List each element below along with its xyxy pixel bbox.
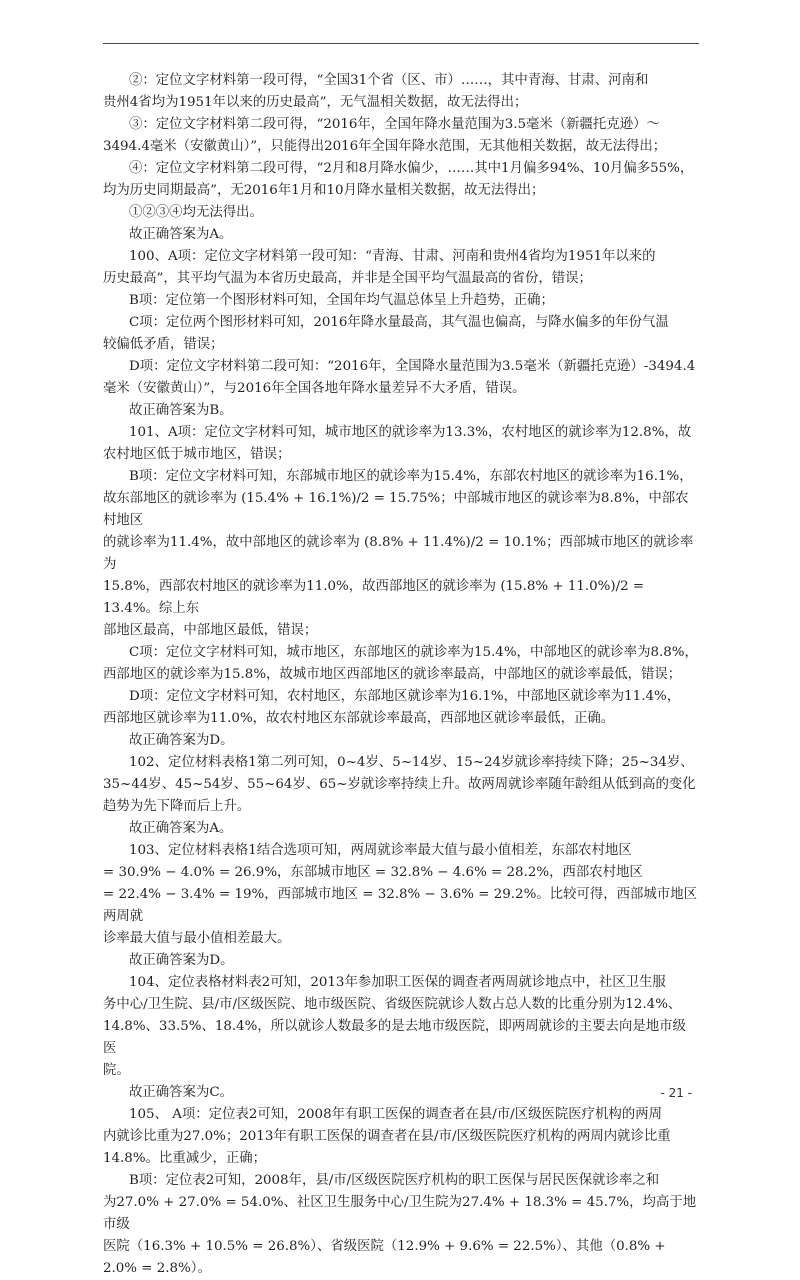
text-line: ③：定位文字材料第二段可得，“2016年，全国年降水量范围为3.5毫米（新疆托克逊）～ [129, 117, 660, 132]
text-line: 14.8%。比重减少，正确； [103, 1151, 267, 1166]
text-line: 的就诊率为11.4%，故中部地区的就诊率为 (8.8% + 11.4%)/2 = 10.1%；西部城市地区的就诊率为 [103, 535, 694, 572]
text-line: 100、A项：定位文字材料第一段可知：“青海、甘肃、河南和贵州4省均为1951年以来的 [129, 249, 656, 264]
text-line: 故正确答案为D。 [129, 733, 234, 748]
document-body [103, 70, 699, 1280]
text-line: 西部地区就诊率为11.0%，故农村地区东部就诊率最高，西部地区就诊率最低，正确。 [103, 711, 615, 726]
text-line: 部地区最高，中部地区最低，错误； [103, 623, 318, 638]
text-line: 趋势为先下降而后上升。 [103, 799, 251, 814]
text-line: 故正确答案为C。 [129, 1085, 233, 1100]
text-line: 15.8%，西部农村地区的就诊率为11.0%，故西部地区的就诊率为 (15.8% + 11.0%)/2 = 13.4%。综上东 [103, 579, 645, 616]
text-line: 14.8%、33.5%、18.4%，所以就诊人数最多的是去地市级医院，即两周就诊的主要去向是地市级医 [103, 1019, 686, 1056]
text-line: 农村地区低于城市地区，错误； [103, 447, 291, 462]
text-line: 毫米（安徽黄山）”，与2016年全国各地年降水量差异不大矛盾，错误。 [103, 381, 526, 396]
text-line: B项：定位表2可知，2008年，县/市/区级医院医疗机构的职工医保与居民医保就诊率之和 [129, 1173, 660, 1188]
text-line: 102、定位材料表格1第二列可知，0~4岁、5~14岁、15~24岁就诊率持续下降；25~34岁、 [129, 755, 694, 770]
text-line: 内就诊比重为27.0%；2013年有职工医保的调查者在县/市/区级医院医疗机构的两周内就诊比重 [103, 1129, 671, 1144]
text-line: 故正确答案为A。 [129, 227, 233, 242]
text-line: ④：定位文字材料第二段可得，“2月和8月降水偏少，……其中1月偏多94%、10月偏多55%， [129, 161, 694, 176]
text-line: 故正确答案为B。 [129, 403, 233, 418]
text-line: 西部地区的就诊率为15.8%，故城市地区西部地区的就诊率最高，中部地区的就诊率最低，错误； [103, 667, 682, 682]
page-number: - 21 - [660, 1086, 692, 1100]
text-line: 故正确答案为D。 [129, 953, 234, 968]
text-line: 较偏低矛盾，错误； [103, 337, 224, 352]
text-line: 为27.0% + 27.0% = 54.0%、社区卫生服务中心/卫生院为27.4% + 18.3% = 45.7%，均高于地市级 [103, 1195, 697, 1232]
text-line: C项：定位两个图形材料可知，2016年降水量最高，其气温也偏高，与降水偏多的年份气温 [129, 315, 669, 330]
text-line: = 30.9% − 4.0% = 26.9%，东部城市地区 = 32.8% − 4.6% = 28.2%，西部农村地区 [103, 865, 643, 880]
text-line: 均为历史同期最高”，无2016年1月和10月降水量相关数据，故无法得出； [103, 183, 545, 198]
text-line: 105、 A项：定位表2可知，2008年有职工医保的调查者在县/市/区级医院医疗机构的两周 [129, 1107, 662, 1122]
text-line: 诊率最大值与最小值相差最大。 [103, 931, 291, 946]
text-line: 104、定位表格材料表2可知，2013年参加职工医保的调查者两周就诊地点中，社区卫生服 [129, 975, 666, 990]
text-line: 历史最高”，其平均气温为本省历史最高，并非是全国平均气温最高的省份，错误； [103, 271, 592, 286]
text-line: = 22.4% − 3.4% = 19%，西部城市地区 = 32.8% − 3.6% = 29.2%。比较可得，西部城市地区两周就 [103, 887, 697, 924]
header-rule [103, 43, 699, 44]
text-line: 故东部地区的就诊率为 (15.4% + 16.1%)/2 = 15.75%；中部城市地区的就诊率为8.8%，中部农村地区 [103, 491, 689, 528]
text-line: D项：定位文字材料第二段可知：“2016年，全国降水量范围为3.5毫米（新疆托克逊）-3494.4 [129, 359, 696, 374]
text-line: 医院（16.3% + 10.5% = 26.8%）、省级医院（12.9% + 9.6% = 22.5%）、其他（0.8% + 2.0% = 2.8%）。 [103, 1239, 666, 1276]
text-line: B项：定位文字材料可知，东部城市地区的就诊率为15.4%，东部农村地区的就诊率为16.1%， [129, 469, 693, 484]
text-line: B项：定位第一个图形材料可知，全国年均气温总体呈上升趋势，正确； [129, 293, 554, 308]
text-line: ②：定位文字材料第一段可得，“全国31个省（区、市）……，其中青海、甘肃、河南和 [129, 73, 649, 88]
text-line: D项：定位文字材料可知，农村地区，东部地区就诊率为16.1%，中部地区就诊率为11.4%， [129, 689, 681, 704]
text-line: 务中心/卫生院、县/市/区级医院、地市级医院、省级医院就诊人数占总人数的比重分别为12.4%、 [103, 997, 682, 1012]
text-line: 35~44岁、45~54岁、55~64岁、65~岁就诊率持续上升。故两周就诊率随年龄组从低到高的变化 [103, 777, 696, 792]
text-line: 贵州4省均为1951年以来的历史最高”，无气温相关数据，故无法得出； [103, 95, 528, 110]
text-line: 院。 [103, 1063, 130, 1078]
text-line: 101、A项：定位文字材料可知，城市地区的就诊率为13.3%，农村地区的就诊率为12.8%，故 [129, 425, 692, 440]
text-line: 3494.4毫米（安徽黄山）”，只能得出2016年全国年降水范围，无其他相关数据，故无法得出； [103, 139, 667, 154]
text-line: 103、定位材料表格1结合选项可知，两周就诊率最大值与最小值相差，东部农村地区 [129, 843, 632, 858]
text-line: C项：定位文字材料可知，城市地区，东部地区的就诊率为15.4%，中部地区的就诊率为8.8%， [129, 645, 698, 660]
text-line: 故正确答案为A。 [129, 821, 233, 836]
text-line: ①②③④均无法得出。 [129, 205, 263, 220]
